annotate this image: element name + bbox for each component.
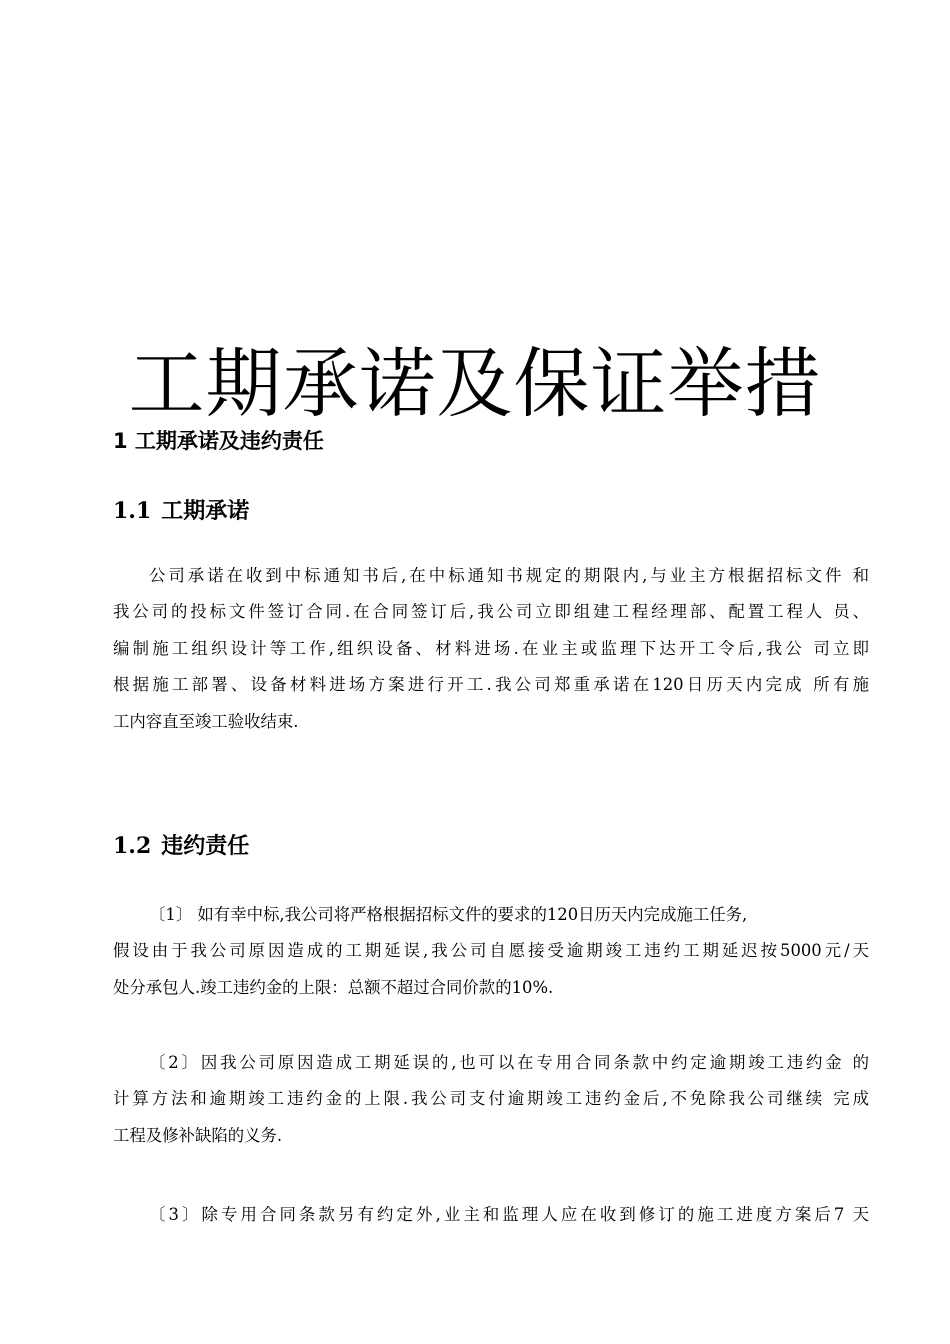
paragraph-line: 工内容直至竣工验收结束. [113, 711, 299, 731]
clause-3 [113, 1197, 869, 1233]
clause-line: 工程及修补缺陷的义务. [113, 1125, 283, 1145]
clause-2 [113, 1045, 869, 1154]
clause-line: 计算方法和逾期竣工违约金的上限.我公司支付逾期竣工违约金后,不免除我公司继续 完成 [113, 1089, 869, 1109]
clause-line: 假设由于我公司原因造成的工期延误,我公司自愿接受逾期竣工违约工期延迟按5000元/天 [113, 941, 869, 961]
section-1-1-title: 工期承诺 [161, 498, 250, 524]
section-1-heading: 1 工期承诺及违约责任 [113, 429, 324, 453]
section-1-2-title: 违约责任 [161, 833, 250, 859]
section-1-1-paragraph [113, 558, 869, 740]
clause-line: 〔2〕因我公司原因造成工期延误的,也可以在专用合同条款中约定逾期竣工违约金 的 [149, 1053, 869, 1072]
section-1-1-number: 1.1 [113, 498, 152, 524]
clause-line: 〔1〕 如有幸中标,我公司将严格根据招标文件的要求的120日历天内完成施工任务, [149, 905, 748, 924]
clause-1 [113, 897, 869, 1006]
clause-line: 处分承包人.竣工违约金的上限：总额不超过合同价款的10%. [113, 977, 554, 997]
paragraph-line: 根据施工部署、设备材料进场方案进行开工.我公司郑重承诺在120日历天内完成 所有施 [113, 675, 869, 695]
paragraph-line: 编制施工组织设计等工作,组织设备、材料进场.在业主或监理下达开工令后,我公 司立即 [113, 638, 869, 658]
paragraph-line: 公司承诺在收到中标通知书后,在中标通知书规定的期限内,与业主方根据招标文件 和 [149, 566, 869, 585]
clause-line: 〔3〕除专用合同条款另有约定外,业主和监理人应在收到修订的施工进度方案后7 天 [149, 1205, 869, 1224]
paragraph-line: 我公司的投标文件签订合同.在合同签订后,我公司立即组建工程经理部、配置工程人 员、 [113, 602, 869, 622]
section-1-2-number: 1.2 [113, 833, 152, 859]
section-1-1-heading [113, 495, 249, 527]
section-1-2-heading [113, 830, 249, 862]
document-title: 工期承诺及保证举措 [128, 339, 822, 428]
